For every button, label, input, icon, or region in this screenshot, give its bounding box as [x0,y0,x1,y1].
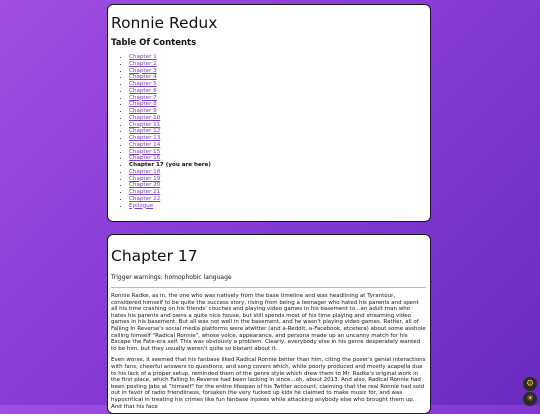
toc-item [129,61,427,68]
toc-link[interactable]: Chapter 12 [129,128,161,135]
toc-item [129,68,427,75]
divider [111,287,426,288]
toc-item [129,135,427,142]
toc-item [129,203,427,210]
toc-item [129,142,427,149]
toc-link[interactable]: Chapter 21 [129,189,161,195]
toc-link[interactable]: Chapter 10 [129,114,161,121]
toc-link[interactable]: Chapter 15 [129,148,161,155]
toc-link[interactable]: Chapter 18 [129,168,161,175]
toc-link[interactable]: Chapter 16 [129,155,161,162]
toc-item [129,155,427,162]
toc-item [129,169,427,176]
site-title: Ronnie Redux [111,14,218,32]
toc-link[interactable]: Chapter 2 [129,60,157,67]
toc-link[interactable]: Chapter 11 [129,121,161,128]
toc-link[interactable]: Chapter 1 [129,54,157,60]
toc-link[interactable]: Chapter 22 [129,195,161,202]
toc-item [129,128,427,135]
toc-item [129,88,427,95]
gear-icon[interactable]: ⚙ [523,377,537,391]
toc-link[interactable]: Chapter 4 [129,74,157,81]
chapter-paragraph-2: Even worse, it seemed that his fanbase liked Radical Ronnie better than him, citing the poser's genial interactions with fans, cheerful answers to questions, and song covers which, while poorly produced and mostly acapella due to his lack of a proper setup, reminded them of the genre style which drew them to Mr. Radke's original work in the first place, which Falling In Reverse had been lacking in since...oh, about 2013. And also, Radical Ronnie had been posting jabs at "himself" for the entire lifespan of his Twitter account, claiming that the real Ronnie had sold out in favor of radio friendliness, forsaken the very fucked up kids he claimed to make music for, and was hypocritical in treating his crimes like fun fanbase injokes while attacking anybody else who brought them up. And that his face [111,357,426,410]
toc-link[interactable]: Chapter 20 [129,182,161,189]
toc-link[interactable]: Chapter 19 [129,175,161,182]
chapter-paragraph-1: Ronnie Radke, as in, the one who was natively from the base timeline and was headlining at Tyrantour, considered himself to be quite the success story, rising from being a teenager who hated his parents and spent all his time crashing on his friends' couches and playing video games in his basement to...an adult man who hates his parents and owns a quite nice house, but still spends most of his time playing and streaming video games in his basement. But all was not well in the basement, and he wasn't playing video games. Rather, all of Falling In Reverse's social media platforms were atwitter (and a-Reddit, a-Facebook, etcetera) about some asshole calling himself "Radical Ronnie", whose voice, appearance, and persona made up an uncanny match for his Escape the Fate-era self. This was obviously a problem. Clearly, everybody else in his genre desperately wanted to be him, but they usually weren't quite so blatant about it. [111,293,426,352]
toc-link[interactable]: Chapter 3 [129,67,157,74]
toc-item [129,182,427,189]
toc-item: • Chapter 17 (you are here) [129,162,427,169]
chapter-title: Chapter 17 [111,247,198,265]
toc-item [129,176,427,183]
toc-link[interactable]: Chapter 6 [129,87,157,94]
toc-list [111,54,427,209]
toc-item [129,196,427,203]
toc-item [129,108,427,115]
toc-link[interactable]: Chapter 13 [129,135,161,141]
toc-link[interactable]: Chapter 8 [129,101,157,108]
toc-link[interactable]: Chapter 14 [129,141,161,148]
toc-item [129,81,427,88]
toc-item [129,101,427,108]
trigger-warning: Trigger warnings: homophobic language [111,274,232,281]
toc-link[interactable]: Chapter 5 [129,81,157,87]
toc-link[interactable]: Epilogue [129,202,154,209]
toc-heading: Table Of Contents [111,38,197,48]
toc-item [129,95,427,102]
toc-item [129,189,427,196]
sun-icon[interactable]: ☀ [523,392,537,406]
toc-item [129,54,427,61]
toc-link[interactable]: Chapter 9 [129,108,157,114]
toc-item [129,74,427,81]
toc-item [129,122,427,129]
toc-link[interactable]: Chapter 7 [129,94,157,101]
toc-item [129,115,427,122]
toc-item [129,149,427,156]
table-of-contents-card [107,4,431,222]
chapter-card [107,234,431,414]
